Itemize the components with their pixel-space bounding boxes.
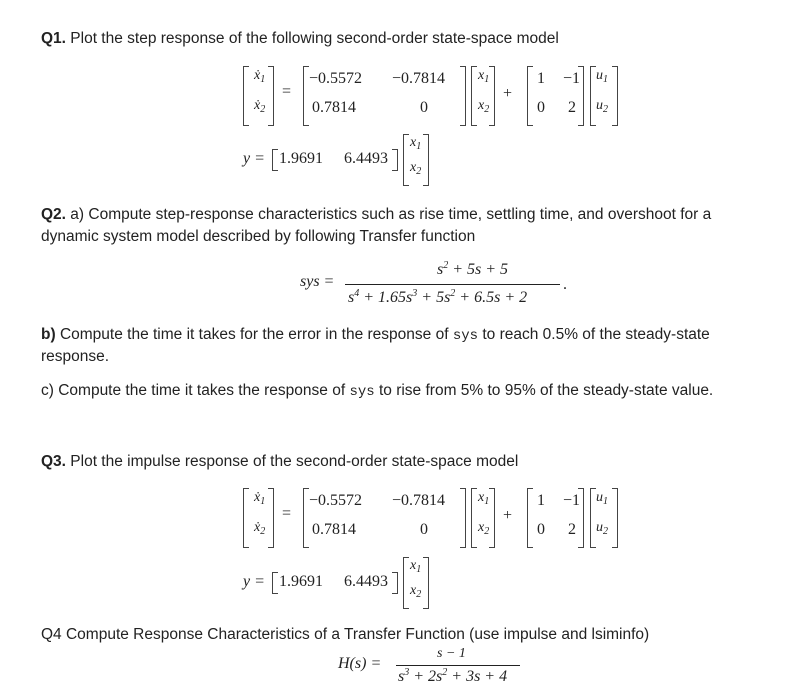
q3-b21: 0 bbox=[537, 521, 545, 538]
q3-c2: 6.4493 bbox=[344, 573, 388, 590]
q3-heading bbox=[41, 451, 518, 473]
q4-h-label: H(s) = bbox=[338, 655, 382, 672]
q2-text-b3: response. bbox=[41, 348, 110, 365]
q1-c1: 1.9691 bbox=[279, 150, 323, 167]
q1-b12: −1 bbox=[563, 70, 581, 87]
q2-part-c bbox=[41, 380, 713, 403]
q1-a12: −0.7814 bbox=[392, 70, 446, 87]
q3-a11: −0.5572 bbox=[309, 492, 363, 509]
q2-text-a: a) Compute step-response characteristics such as rise time, settling time, and overshoot for a bbox=[65, 206, 712, 223]
q3-label: Q3. bbox=[41, 453, 66, 470]
q1-heading bbox=[41, 28, 559, 50]
q1-label: Q1. bbox=[41, 30, 66, 47]
q3-y-label: y = bbox=[243, 573, 265, 590]
q2-text-c1: c) Compute the time it takes the response of bbox=[41, 382, 350, 399]
q2-text-c2: to rise from 5% to 95% of the steady-state value. bbox=[374, 382, 714, 399]
q3-a21: 0.7814 bbox=[312, 521, 356, 538]
q3-b11: 1 bbox=[537, 492, 545, 509]
q1-a21: 0.7814 bbox=[312, 99, 356, 116]
q3-c1: 1.9691 bbox=[279, 573, 323, 590]
q2-text-b-code: sys bbox=[452, 328, 479, 344]
q1-text: Plot the step response of the following second-order state-space model bbox=[65, 30, 559, 47]
q3-b12: −1 bbox=[563, 492, 581, 509]
q1-a22: 0 bbox=[420, 99, 428, 116]
q2-label: Q2. bbox=[41, 206, 66, 223]
q1-b11: 1 bbox=[537, 70, 545, 87]
q1-c2: 6.4493 bbox=[344, 150, 388, 167]
q2-text-b2: to reach 0.5% of the steady-state bbox=[478, 326, 710, 343]
q2-part-b: b) Compute the time it takes for the error in the response of sys to reach 0.5% of the steady-state bbox=[41, 326, 710, 344]
q3-text: Plot the impulse response of the second-order state-space model bbox=[65, 453, 519, 470]
q3-a12: −0.7814 bbox=[392, 492, 446, 509]
q2-text-c-code: sys bbox=[349, 384, 375, 400]
q1-b21: 0 bbox=[537, 99, 545, 116]
q1-a11: −0.5572 bbox=[309, 70, 363, 87]
q1-b22: 2 bbox=[568, 99, 576, 116]
q3-a22: 0 bbox=[420, 521, 428, 538]
q1-y-label: y = bbox=[243, 150, 265, 167]
q4-numerator: s − 1 bbox=[437, 646, 466, 661]
q4-heading: Q4 Compute Response Characteristics of a Transfer Function (use impulse and lsiminfo) bbox=[41, 626, 650, 643]
q2-heading bbox=[41, 204, 711, 226]
q2-text-a2: dynamic system model described by following Transfer function bbox=[41, 228, 476, 245]
q2-sys-label: sys = bbox=[300, 273, 335, 290]
q3-b22: 2 bbox=[568, 521, 576, 538]
